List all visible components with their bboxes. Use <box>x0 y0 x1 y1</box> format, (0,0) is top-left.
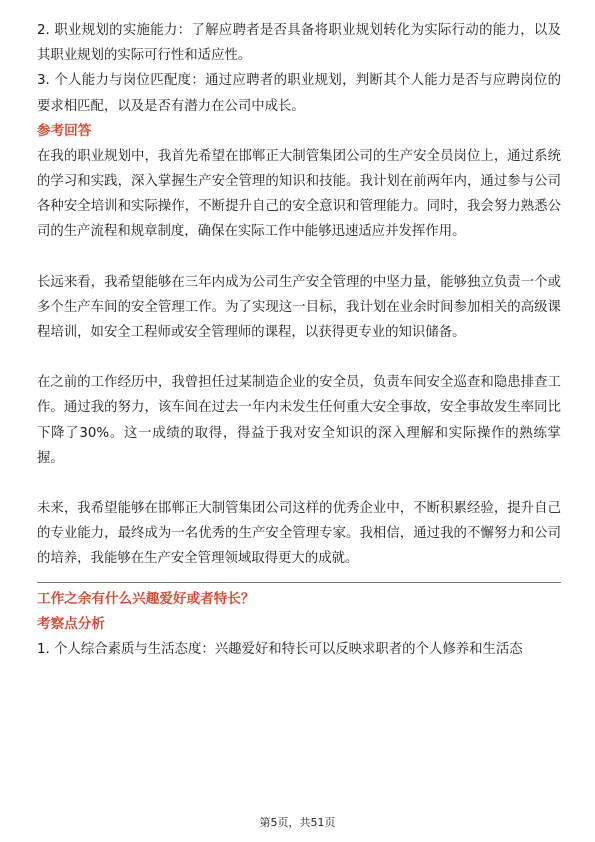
answer-paragraph-2: 长远来看，我希望能够在三年内成为公司生产安全管理的中坚力量，能够独立负责一个或多个生产车间的安全管理工作。为了实现这一目标，我计划在业余时间参加相关的高级课程培训，如安全工程师或安全管理师的课程，以获得更专业的知识储备。 <box>37 274 561 341</box>
reference-answer-heading: 参考回答 <box>37 122 92 139</box>
answer-paragraph-3: 在之前的工作经历中，我曾担任过某制造企业的安全员，负责车间安全巡查和隐患排查工作。通过我的努力，该车间在过去一年内未发生任何重大安全事故，安全事故发生率同比下降了30%。这一成绩的取得，得益于我对安全知识的深入理解和实际操作的熟练掌握。 <box>37 375 561 466</box>
intro-point-3: 3. 个人能力与岗位匹配度：通过应聘者的职业规划，判断其个人能力是否与应聘岗位的要求相匹配，以及是否有潜力在公司中成长。 <box>37 73 561 114</box>
intro-point-2: 2. 职业规划的实施能力：了解应聘者是否具备将职业规划转化为实际行动的能力，以及其职业规划的实际可行性和适应性。 <box>37 23 561 64</box>
document-page <box>37 18 561 662</box>
paragraph-spacer <box>37 471 561 496</box>
analysis-heading: 考察点分析 <box>37 615 105 632</box>
paragraph-spacer <box>37 245 561 270</box>
page-number: 第5页，共51页 <box>259 816 336 829</box>
answer-paragraph-1: 在我的职业规划中，我首先希望在邯郸正大制管集团公司的生产安全员岗位上，通过系统的学习和实践，深入掌握生产安全管理的知识和技能。我计划在前两年内，通过参与公司各种安全培训和实际操作，不断提升自己的安全意识和管理能力。同时，我会努力熟悉公司的生产流程和规章制度，确保在实际工作中能够迅速适应并发挥作用。 <box>37 148 561 240</box>
section-divider <box>37 582 561 583</box>
analysis-point-1: 1. 个人综合素质与生活态度：兴趣爱好和特长可以反映求职者的个人修养和生活态 <box>37 641 523 657</box>
paragraph-spacer <box>37 345 561 370</box>
next-question-title: 工作之余有什么兴趣爱好或者特长？ <box>37 590 255 607</box>
answer-paragraph-4: 未来，我希望能够在邯郸正大制管集团公司这样的优秀企业中，不断积累经验，提升自己的专业能力，最终成为一名优秀的生产安全管理专家。我相信，通过我的不懈努力和公司的培养，我能够在生产安全管理领域取得更大的成就。 <box>37 501 561 567</box>
